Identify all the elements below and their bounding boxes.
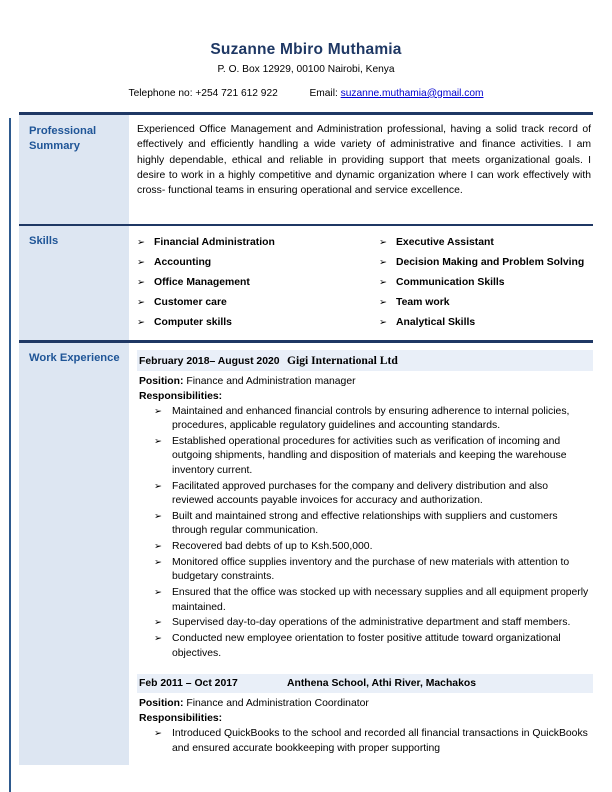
skill-item: [379, 293, 593, 313]
skills-column-2: [365, 233, 593, 333]
job-position-line: [137, 695, 593, 710]
arrow-bullet-icon: ➢: [137, 257, 146, 269]
email-label: Email:: [309, 87, 338, 99]
responsibility-item: [137, 405, 593, 434]
arrow-bullet-icon: ➢: [154, 541, 163, 553]
job-company: Anthena School, Athi River, Machakos: [287, 678, 476, 690]
skill-item: [137, 233, 365, 253]
job-dates: Feb 2011 – Oct 2017: [139, 678, 238, 690]
section-professional-summary: [19, 115, 593, 224]
arrow-bullet-icon: ➢: [154, 633, 163, 645]
arrow-bullet-icon: ➢: [379, 297, 388, 309]
summary-text: Experienced Office Management and Administration professional, having a solid track record of effectively and efficiently handling a wide variety of administrative and finance activities. I am highly dependable, ethical and reliable in providing support that meets organizational goals. I desire to work in a highly competitive and dynamic organization where I can work effectively with cross- functional teams in ensuring operational and service excellence.: [137, 123, 591, 197]
arrow-bullet-icon: ➢: [137, 277, 146, 289]
skills-grid: [137, 233, 593, 333]
left-vertical-rule: [9, 118, 11, 792]
telephone-text: Telephone no: +254 721 612 922: [128, 87, 278, 99]
arrow-bullet-icon: ➢: [154, 728, 163, 740]
skill-item: [137, 253, 365, 273]
arrow-bullet-icon: ➢: [154, 436, 163, 448]
responsibility-text: Conducted new employee orientation to foster positive attitude toward organizational objectives.: [172, 633, 561, 659]
skill-item: [379, 273, 593, 293]
arrow-bullet-icon: ➢: [137, 297, 146, 309]
arrow-bullet-icon: ➢: [137, 237, 146, 249]
arrow-bullet-icon: ➢: [154, 617, 163, 629]
responsibility-item: [137, 616, 593, 630]
arrow-bullet-icon: ➢: [154, 480, 163, 492]
job-spacer: [137, 662, 593, 674]
arrow-bullet-icon: ➢: [154, 405, 163, 417]
responsibilities-label: Responsibilities:: [139, 390, 223, 402]
arrow-bullet-icon: ➢: [137, 317, 146, 329]
job-entry: [137, 350, 593, 661]
responsibilities-list: [137, 405, 593, 661]
responsibility-text: Maintained and enhanced financial controls by ensuring adherence to internal policies, procedures, applicable regulatory guidelines and accounting standards.: [172, 405, 570, 432]
responsibility-text: Monitored office supplies inventory and the purchase of new materials with attention to budgetary constraints.: [172, 556, 570, 583]
arrow-bullet-icon: ➢: [154, 587, 163, 599]
skill-item: [379, 253, 593, 273]
job-header-row: [137, 350, 593, 371]
position-label: Position:: [139, 375, 184, 387]
responsibility-item: [137, 480, 593, 509]
responsibility-item: [137, 435, 593, 478]
skill-label: Executive Assistant: [396, 237, 494, 249]
job-header-row: [137, 674, 593, 693]
responsibility-text: Recovered bad debts of up to Ksh.500,000.: [172, 541, 373, 553]
job-position-value: Finance and Administration manager: [186, 375, 356, 387]
section-work-experience: [19, 343, 593, 765]
arrow-bullet-icon: ➢: [379, 317, 388, 329]
skill-item: [379, 313, 593, 333]
responsibility-text: Facilitated approved purchases for the company and delivery distribution and also reviewed accounts payable invoices for accuracy and authorization.: [172, 480, 549, 506]
responsibility-item: [137, 556, 593, 585]
responsibility-text: Ensured that the office was stocked up with necessary supplies and all equipment properly maintained.: [172, 587, 589, 613]
email-link[interactable]: suzanne.muthamia@gmail.com: [340, 87, 484, 99]
arrow-bullet-icon: ➢: [379, 277, 388, 289]
skill-label: Financial Administration: [154, 237, 275, 249]
skill-label: Communication Skills: [396, 277, 505, 289]
arrow-bullet-icon: ➢: [154, 510, 163, 522]
responsibilities-list: [137, 727, 593, 756]
skills-body: [129, 226, 593, 340]
resume-header: [0, 0, 612, 100]
skill-label: Team work: [396, 297, 450, 309]
skill-label: Customer care: [154, 297, 227, 309]
arrow-bullet-icon: ➢: [154, 556, 163, 568]
section-skills: [19, 226, 593, 340]
skill-label: Office Management: [154, 277, 250, 289]
job-entry: [137, 674, 593, 756]
skill-item: [137, 273, 365, 293]
job-position-line: [137, 373, 593, 388]
responsibility-item: [137, 510, 593, 539]
skill-label: Computer skills: [154, 317, 232, 329]
responsibility-text: Introduced QuickBooks to the school and recorded all financial transactions in QuickBooks and ensured accurate bookkeeping with proper supporting: [172, 728, 588, 754]
responsibility-item: [137, 727, 593, 756]
candidate-address: P. O. Box 12929, 00100 Nairobi, Kenya: [217, 64, 395, 76]
responsibility-text: Supervised day-to-day operations of the administrative department and staff members.: [172, 617, 571, 629]
job-dates: February 2018– August 2020: [139, 355, 280, 367]
summary-body: [129, 115, 593, 224]
responsibility-item: [137, 540, 593, 554]
responsibilities-label: Responsibilities:: [139, 713, 223, 725]
skill-item: [379, 233, 593, 253]
work-experience-body: [129, 343, 593, 765]
skills-column-1: [137, 233, 365, 333]
job-position-value: Finance and Administration Coordinator: [186, 698, 369, 710]
candidate-name: Suzanne Mbiro Muthamia: [210, 41, 402, 58]
skill-item: [137, 313, 365, 333]
responsibility-item: [137, 586, 593, 615]
sidebar-label-work-experience: Work Experience: [19, 343, 129, 765]
sidebar-label-skills: Skills: [19, 226, 129, 340]
skill-label: Analytical Skills: [396, 317, 476, 329]
contact-line: [20, 87, 592, 100]
skill-item: [137, 293, 365, 313]
skill-label: Decision Making and Problem Solving: [396, 257, 585, 269]
responsibility-item: [137, 632, 593, 661]
responsibility-text: Built and maintained strong and effective relationships with suppliers and customers through regular communication.: [172, 510, 558, 537]
responsibility-text: Established operational procedures for activities such as verification of incoming and outgoing shipments, handling and disposition of materials and keeping the warehouse inventory current.: [172, 436, 567, 476]
sidebar-label-summary: Professional Summary: [19, 115, 129, 224]
job-company: Gigi International Ltd: [287, 353, 398, 367]
arrow-bullet-icon: ➢: [379, 257, 388, 269]
position-label: Position:: [139, 698, 184, 710]
skill-label: Accounting: [154, 257, 212, 269]
arrow-bullet-icon: ➢: [379, 237, 388, 249]
